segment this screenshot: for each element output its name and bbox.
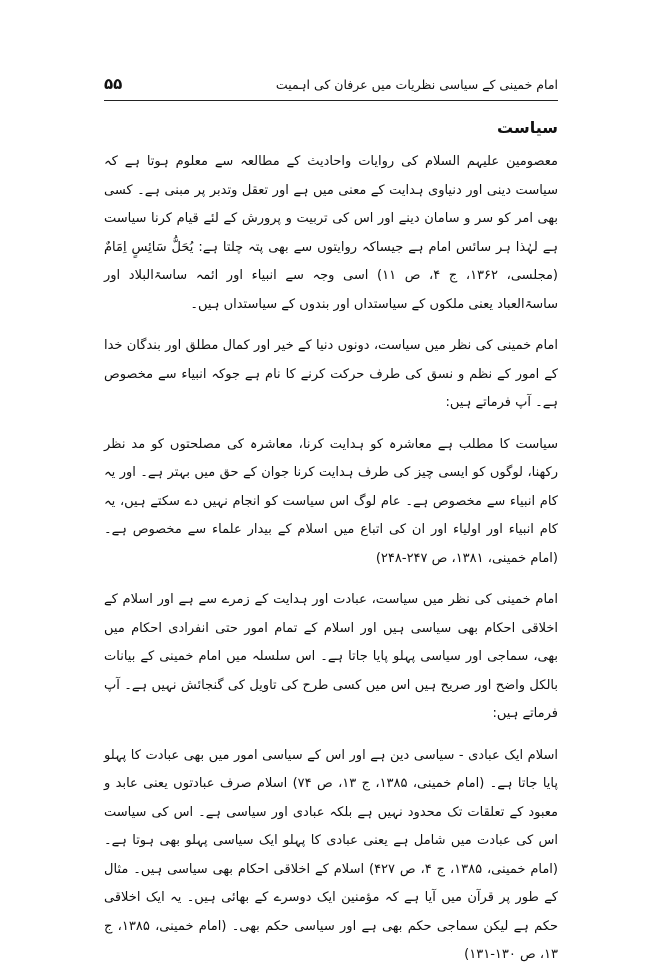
section-heading: سیاست: [497, 118, 558, 137]
page-content: [104, 118, 558, 970]
block-quote-1: سیاست کا مطلب ہے معاشرہ کو ہدایت کرنا، معاشرہ کی مصلحتوں کو مد نظر رکھنا، لوگوں کو ایسی چیز کی طرف ہدایت کرنا جوان کے حق میں بہتر ہے۔ اور یہ کام انبیاء سے مخصوص ہے۔ عام لوگ اس سیاست کو انجام نہیں دے سکتے ہیں، یہ کام انبیاء اور اولیاء اور ان کی اتباع میں اسلام کے بیدار علماء سے مخصوص ہے۔ (امام خمینی، ۱۳۸۱، ص ۲۴۷-۲۴۸): [104, 436, 558, 566]
block-quote-2: اسلام ایک عبادی - سیاسی دین ہے اور اس کے سیاسی امور میں بھی عبادت کا پہلو پایا جاتا ہے۔ (امام خمینی، ۱۳۸۵، ج ۱۳، ص ۷۴) اسلام صرف عبادتوں یعنی عابد و معبود کے تعلقات تک محدود نہیں ہے بلکہ عبادی اور سیاسی ہے۔ اس کی سیاست اس کی عبادت میں شامل ہے یعنی عبادی کا پہلو ایک سیاسی پہلو بھی ہوتا ہے۔ (امام خمینی، ۱۳۸۵، ج ۴، ص ۴۲۷) اسلام کے اخلاقی احکام بھی سیاسی ہیں۔ مثال کے طور پر قرآن میں آیا ہے کہ مؤمنین ایک دوسرے کے بھائی ہیں۔ یہ ایک اخلاقی حکم ہے لیکن سماجی حکم بھی ہے اور سیاسی حکم بھی۔ (امام خمینی، ۱۳۸۵، ج ۱۳، ص ۱۳۰-۱۳۱): [104, 747, 558, 962]
page-header: [104, 73, 558, 103]
paragraph-3: امام خمینی کی نظر میں سیاست، عبادت اور ہدایت کے زمرے سے ہے اور اسلام کے اخلاقی احکام بھی سیاسی ہیں اور اسلام کے تمام امور حتی انفرادی احکام میں بھی، سماجی اور سیاسی پہلو پایا جاتا ہے۔ اس سلسلہ میں امام خمینی کے بیانات بالکل واضح اور صریح ہیں اس میں کسی طرح کی تاویل کی گنجائش نہیں ہے۔ آپ فرماتے ہیں:: [104, 592, 558, 721]
header-divider: [104, 100, 558, 101]
running-title: امام خمینی کے سیاسی نظریات میں عرفان کی اہمیت: [275, 77, 558, 92]
paragraph-2: امام خمینی کی نظر میں سیاست، دونوں دنیا کے خیر اور کمال مطلق اور بندگان خدا کے امور کے نظم و نسق کی طرف حرکت کرنے کا نام ہے جوکہ انبیاء سے مخصوص ہے۔ آپ فرماتے ہیں:: [104, 338, 558, 410]
page-number: ۵۵: [104, 75, 123, 93]
paragraph-1: معصومین علیہم السلام کی روایات واحادیث کے مطالعہ سے معلوم ہوتا ہے کہ سیاست دینی اور دنیاوی ہدایت کے معنی میں ہے اور تعقل وتدبر پر مبنی ہے۔ کسی بھی امر کو سر و سامان دینے اور اس کی تربیت و پرورش کے لئے قیام کرنا سیاست ہے لہٰذا ہر سائس امام ہے جیساکہ روایتوں سے بھی پتہ چلتا ہے: یُحَلُّ سَائِسٍ اِمَامٌ (مجلسی، ۱۳۶۲، ج ۴، ص ۱۱) اسی وجہ سے انبیاء اور ائمہ ساسۃالبلاد اور ساسۃالعباد یعنی ملکوں کے سیاستداں اور بندوں کے سیاستداں ہیں۔: [104, 154, 558, 312]
